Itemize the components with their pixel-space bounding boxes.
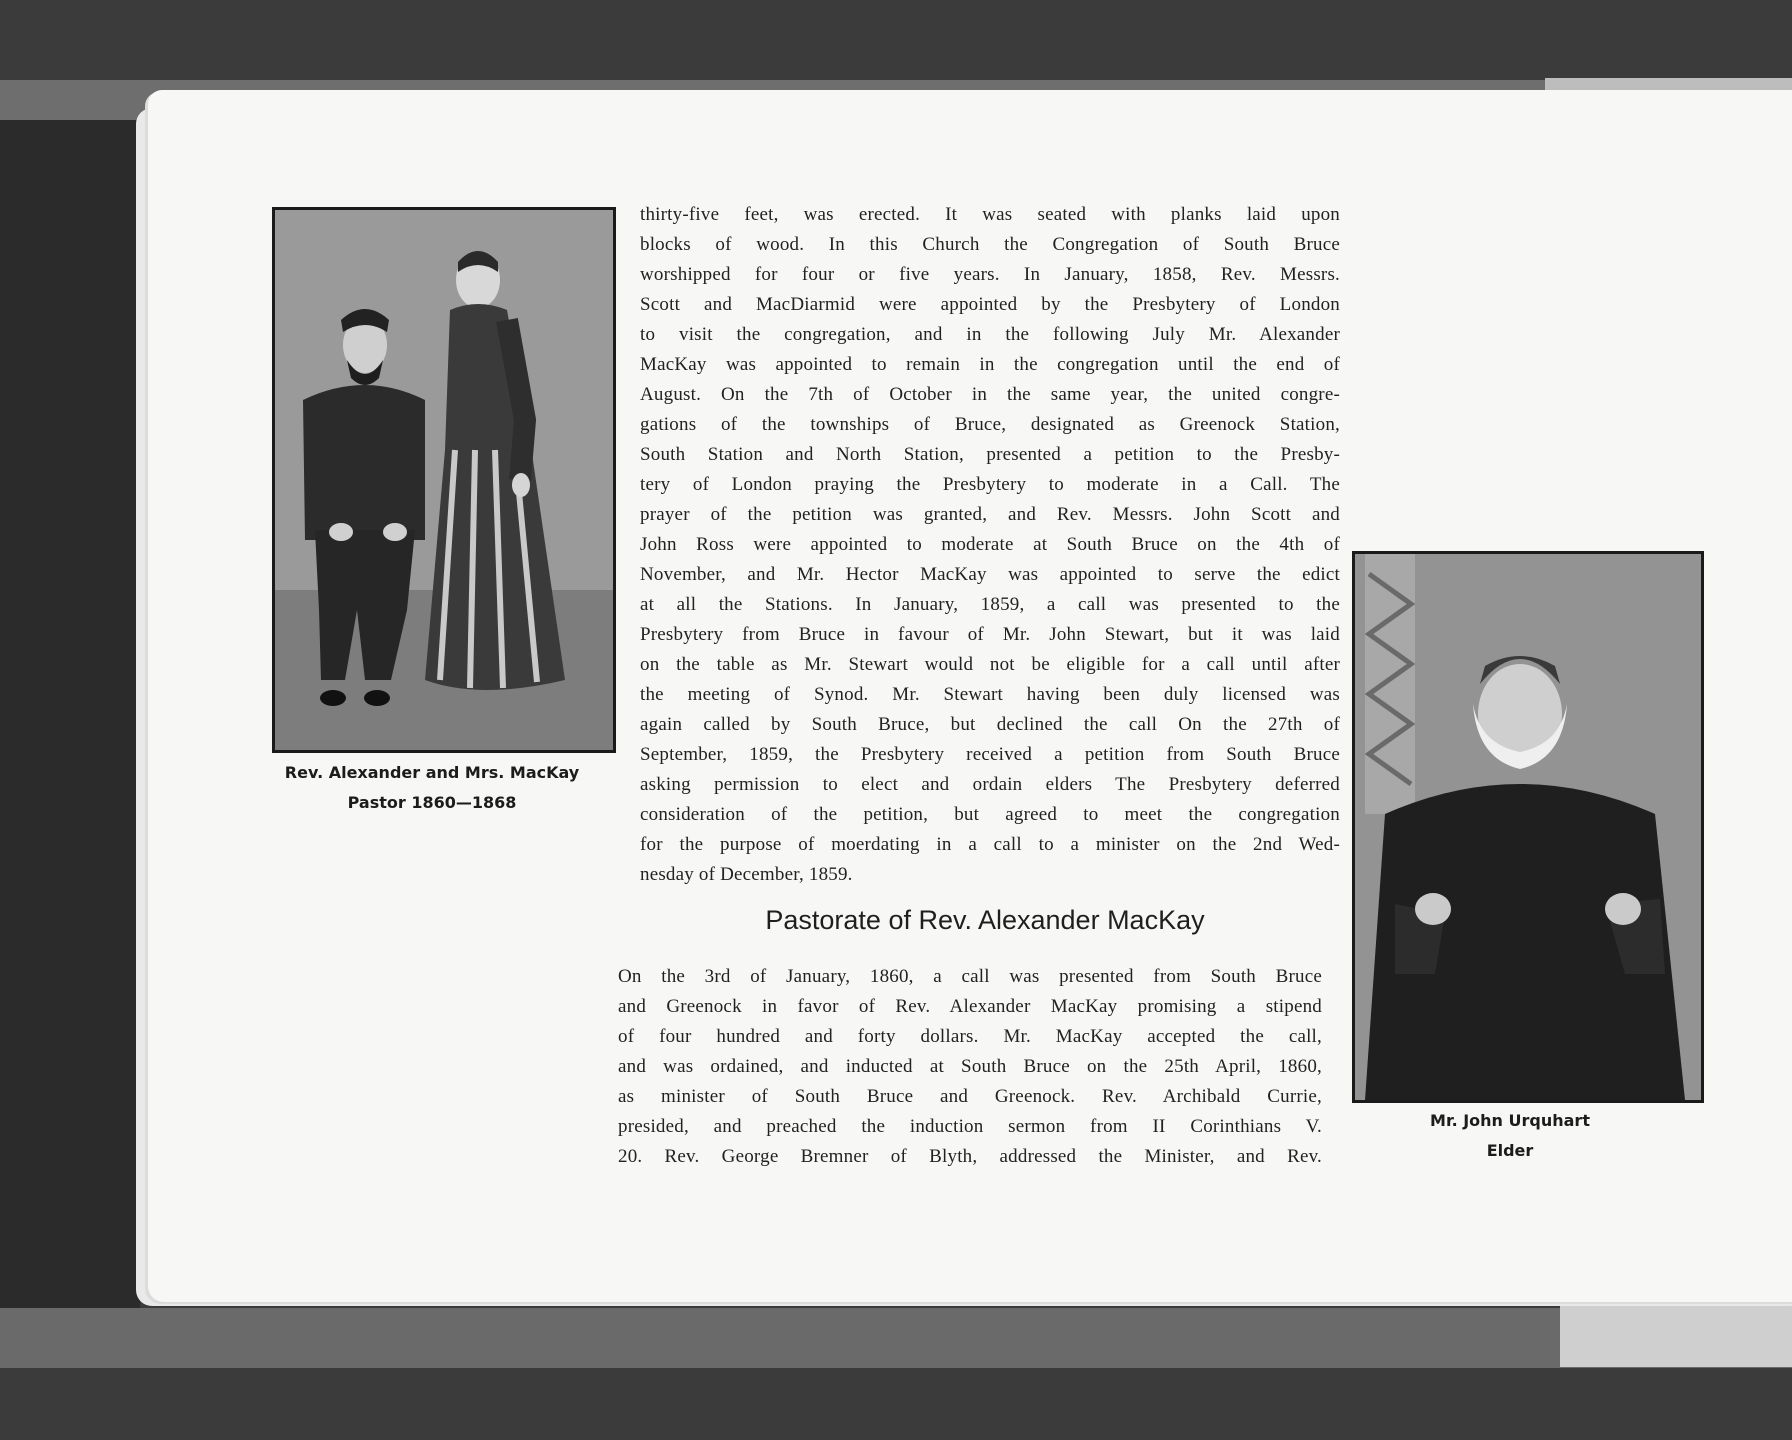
background-light-corner (1560, 1305, 1792, 1367)
couple-portrait-image (275, 210, 613, 750)
text-line: presided, and preached the induction sermon from II Corinthians V. (618, 1116, 1322, 1137)
text-line: to visit the congregation, and in the following July Mr. Alexander (640, 324, 1340, 345)
text-line: November, and Mr. Hector MacKay was appointed to serve the edict (640, 564, 1340, 585)
text-line: and Greenock in favor of Rev. Alexander MacKay promising a stipend (618, 996, 1322, 1017)
right-caption-name: Mr. John Urquhart (1430, 1111, 1590, 1130)
text-line: as minister of South Bruce and Greenock. Rev. Archibald Currie, (618, 1086, 1322, 1107)
text-line: South Station and North Station, presented a petition to the Presby- (640, 444, 1340, 465)
right-photo-caption (1380, 1106, 1640, 1166)
left-photo-caption (262, 758, 602, 818)
text-line: at all the Stations. In January, 1859, a call was presented to the (640, 594, 1340, 615)
text-line: asking permission to elect and ordain elders The Presbytery deferred (640, 774, 1340, 795)
background-band-bottom (0, 1308, 1792, 1368)
text-line: of four hundred and forty dollars. Mr. MacKay accepted the call, (618, 1026, 1322, 1047)
right-caption-role: Elder (1486, 1141, 1534, 1160)
text-line: John Ross were appointed to moderate at South Bruce on the 4th of (640, 534, 1340, 555)
text-line: August. On the 7th of October in the same year, the united congre- (640, 384, 1340, 405)
photo-rev-alexander-and-mrs-mackay (272, 207, 616, 753)
text-line: gations of the townships of Bruce, designated as Greenock Station, (640, 414, 1340, 435)
text-line: consideration of the petition, but agreed to meet the congregation (640, 804, 1340, 825)
text-line: the meeting of Synod. Mr. Stewart having been duly licensed was (640, 684, 1340, 705)
left-caption-pastor-years: Pastor 1860—1868 (347, 793, 517, 812)
history-paragraph-bottom (618, 962, 1322, 1172)
text-line: thirty-five feet, was erected. It was seated with planks laid upon (640, 204, 1340, 225)
text-line: for the purpose of moerdating in a call to a minister on the 2nd Wed- (640, 834, 1340, 855)
text-line: on the table as Mr. Stewart would not be eligible for a call until after (640, 654, 1340, 675)
text-line: 20. Rev. George Bremner of Blyth, addressed the Minister, and Rev. (618, 1146, 1322, 1167)
photo-mr-john-urquhart (1352, 551, 1704, 1103)
section-heading: Pastorate of Rev. Alexander MacKay (765, 905, 1205, 935)
text-line: again called by South Bruce, but declined the call On the 27th of (640, 714, 1340, 735)
text-line: nesday of December, 1859. (640, 864, 853, 885)
background-dark-left (0, 120, 140, 1310)
history-paragraph-top (640, 200, 1340, 890)
text-line: worshipped for four or five years. In January, 1858, Rev. Messrs. (640, 264, 1340, 285)
text-line: MacKay was appointed to remain in the congregation until the end of (640, 354, 1340, 375)
text-line: September, 1859, the Presbytery received a petition from South Bruce (640, 744, 1340, 765)
text-line: Scott and MacDiarmid were appointed by the Presbytery of London (640, 294, 1340, 315)
text-line: Presbytery from Bruce in favour of Mr. John Stewart, but it was laid (640, 624, 1340, 645)
left-caption-names: Rev. Alexander and Mrs. MacKay (284, 763, 580, 782)
text-line: and was ordained, and inducted at South Bruce on the 25th April, 1860, (618, 1056, 1322, 1077)
text-line: prayer of the petition was granted, and Rev. Messrs. John Scott and (640, 504, 1340, 525)
text-line: blocks of wood. In this Church the Congregation of South Bruce (640, 234, 1340, 255)
elder-portrait-image (1355, 554, 1701, 1100)
text-line: On the 3rd of January, 1860, a call was presented from South Bruce (618, 966, 1322, 987)
text-line: tery of London praying the Presbytery to moderate in a Call. The (640, 474, 1340, 495)
